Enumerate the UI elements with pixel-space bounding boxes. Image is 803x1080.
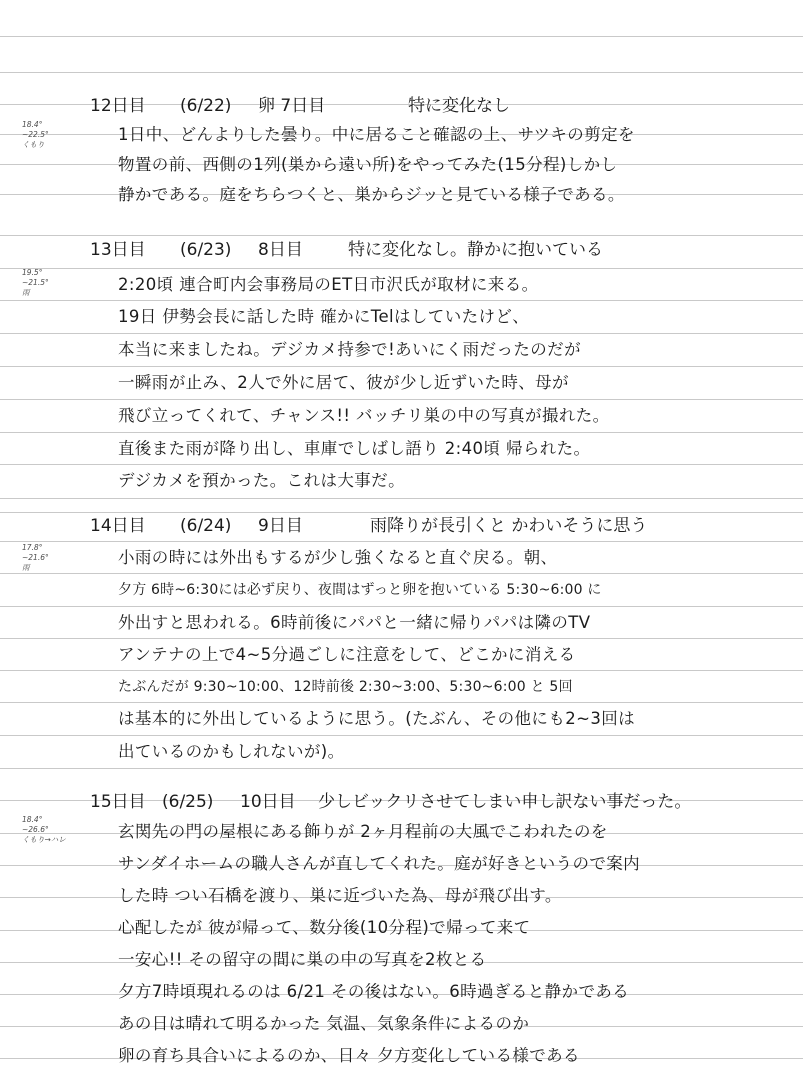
entry-header <box>90 790 790 814</box>
text-line: デジカメを預かった。これは大事だ。 <box>118 471 405 490</box>
text-line: 本当に来ましたね。デジカメ持参で!あいにく雨だったのだが <box>118 340 581 359</box>
text-line: サンダイホームの職人さんが直してくれた。庭が好きというので案内 <box>118 854 641 873</box>
egg-day: 卵 7日目 <box>258 96 326 116</box>
entry-header <box>90 94 790 118</box>
weather: 雨 <box>22 563 30 572</box>
text-line: 夕方 6時~6:30には必ず戻り、夜間はずっと卵を抱いている 5:30~6:00 に <box>118 582 602 598</box>
entry-date: (6/24) <box>180 516 232 536</box>
weather-note <box>22 120 74 150</box>
text-line: 外出すと思われる。6時前後にパパと一緒に帰りパパは隣のTV <box>118 613 591 632</box>
text-line: 物置の前、西側の1列(巣から遠い所)をやってみた(15分程)しかし <box>118 155 618 174</box>
temp-low: 17.8° <box>22 543 43 552</box>
text-line: 夕方7時頃現れるのは 6/21 その後はない。6時過ぎると静かである <box>118 982 630 1001</box>
text-line: 出ているのかもしれないが)。 <box>118 742 345 761</box>
header-note: 特に変化なし。静かに抱いている <box>348 240 603 260</box>
weather: 雨 <box>22 288 30 297</box>
header-note: 雨降りが長引くと かわいそうに思う <box>370 516 648 536</box>
temp-high: ~21.5° <box>22 278 49 287</box>
temp-low: 18.4° <box>22 815 43 824</box>
day-count: 12日目 <box>90 96 146 116</box>
text-line: あの日は晴れて明るかった 気温、気象条件によるのか <box>118 1014 530 1033</box>
text-line: たぶんだが 9:30~10:00、12時前後 2:30~3:00、5:30~6:00 と 5回 <box>118 679 573 695</box>
weather-note <box>22 268 74 298</box>
text-line: 飛び立ってくれて、チャンス!! バッチリ巣の中の写真が撮れた。 <box>118 406 610 425</box>
temp-high: ~21.6° <box>22 553 49 562</box>
text-line: 卵の育ち具合いによるのか、日々 夕方変化している様である <box>118 1046 580 1065</box>
header-note: 特に変化なし <box>408 96 510 116</box>
text-line: は基本的に外出しているように思う。(たぶん、その他にも2~3回は <box>118 709 636 728</box>
text-line: 玄関先の門の屋根にある飾りが 2ヶ月程前の大風でこわれたのを <box>118 822 608 841</box>
day-count: 15日目 <box>90 792 146 812</box>
egg-day: 9日目 <box>258 516 303 536</box>
day-count: 13日目 <box>90 240 146 260</box>
text-line: 心配したが 彼が帰って、数分後(10分程)で帰って来て <box>118 918 531 937</box>
text-line: 直後また雨が降り出し、車庫でしばし語り 2:40頃 帰られた。 <box>118 439 591 458</box>
text-line: 小雨の時には外出もするが少し強くなると直ぐ戻る。朝、 <box>118 548 558 567</box>
day-count: 14日目 <box>90 516 146 536</box>
entry-date: (6/25) <box>162 792 214 812</box>
weather: くもり→ハレ <box>22 835 66 844</box>
egg-day: 10日目 <box>240 792 296 812</box>
text-line: 一安心!! その留守の間に巣の中の写真を2枚とる <box>118 950 487 969</box>
entry-date: (6/23) <box>180 240 232 260</box>
text-line: 19日 伊勢会長に話した時 確かにTelはしていたけど、 <box>118 307 530 326</box>
temp-high: ~26.6° <box>22 825 49 834</box>
text-line: 1日中、どんよりした曇り。中に居ること確認の上、サツキの剪定を <box>118 125 635 144</box>
text-line: 一瞬雨が止み、2人で外に居て、彼が少し近ずいた時、母が <box>118 373 569 392</box>
text-line: 静かである。庭をちらつくと、巣からジッと見ている様子である。 <box>118 185 625 204</box>
weather-note <box>22 543 74 573</box>
entry-date: (6/22) <box>180 96 232 116</box>
text-line: した時 つい石橋を渡り、巣に近づいた為、母が飛び出す。 <box>118 886 562 905</box>
temp-high: ~22.5° <box>22 130 49 139</box>
entry-header <box>90 238 790 262</box>
temp-low: 18.4° <box>22 120 43 129</box>
egg-day: 8日目 <box>258 240 303 260</box>
text-line: 2:20頃 連合町内会事務局のET日市沢氏が取材に来る。 <box>118 275 539 294</box>
header-note: 少しビックリさせてしまい申し訳ない事だった。 <box>318 792 692 812</box>
weather: くもり <box>22 140 45 149</box>
text-line: アンテナの上で4~5分過ごしに注意をして、どこかに消える <box>118 645 576 664</box>
entry-header <box>90 514 790 538</box>
temp-low: 19.5° <box>22 268 43 277</box>
weather-note <box>22 815 74 845</box>
